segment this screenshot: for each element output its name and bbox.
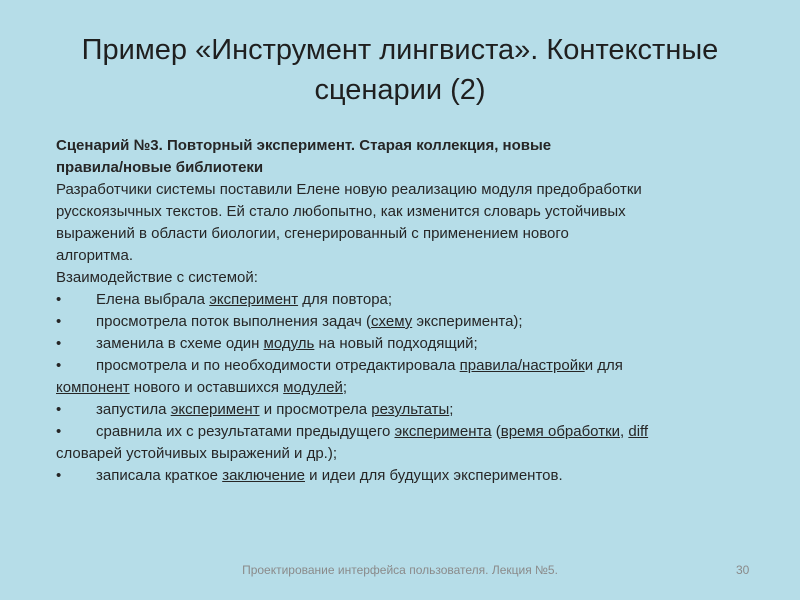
results-link[interactable]: результаты <box>371 401 450 418</box>
item-text: на новый подходящий; <box>314 335 478 352</box>
list-item-continuation <box>56 377 756 399</box>
title-line-1: Пример «Инструмент лингвиста». Контекстные <box>81 34 719 66</box>
list-item <box>56 311 756 333</box>
bullet-icon: • <box>56 357 62 374</box>
page-number: 30 <box>736 563 750 577</box>
item-text: ( <box>491 423 501 440</box>
conclusion-link[interactable]: заключение <box>222 467 305 484</box>
interaction-heading: Взаимодействие с системой: <box>56 269 258 286</box>
item-text: запустила <box>96 401 171 418</box>
item-text: сравнила их с результатами предыдущего <box>96 423 395 440</box>
scheme-link[interactable]: схему <box>371 313 413 330</box>
processing-time-link[interactable]: время обработки <box>500 423 621 440</box>
list-item <box>56 289 756 311</box>
experiment-link[interactable]: эксперимент <box>209 291 299 308</box>
item-text: записала краткое <box>96 467 223 484</box>
item-text: просмотрела поток выполнения задач ( <box>96 313 372 330</box>
bullet-icon: • <box>56 467 62 484</box>
item-text: , <box>620 423 629 440</box>
list-item <box>56 399 756 421</box>
diff-link[interactable]: diff <box>628 423 649 440</box>
item-text: заменила в схеме один <box>96 335 264 352</box>
item-text: для повтора; <box>298 291 393 308</box>
experiment-link[interactable]: эксперимент <box>170 401 260 418</box>
bullet-icon: • <box>56 335 62 352</box>
bullet-icon: • <box>56 401 62 418</box>
bullet-icon: • <box>56 423 62 440</box>
slide-body <box>56 135 756 487</box>
modules-link[interactable]: модулей <box>283 379 343 396</box>
item-text: и идеи для будущих экспериментов. <box>305 467 563 484</box>
item-text: просмотрела и по необходимости отредактировала <box>96 357 460 374</box>
module-link[interactable]: модуль <box>263 335 315 352</box>
rules-settings-link[interactable]: правила/настройк <box>459 357 585 374</box>
title-line-2: сценарии (2) <box>314 74 486 106</box>
scenario-text-4: алгоритма. <box>56 247 133 264</box>
item-text: ; <box>449 401 454 418</box>
bullet-icon: • <box>56 291 62 308</box>
footer-text: Проектирование интерфейса пользователя. Лекция №5. <box>242 563 558 577</box>
slide-title <box>40 30 760 110</box>
component-link[interactable]: компонент <box>56 379 130 396</box>
list-item <box>56 421 756 443</box>
bullet-icon: • <box>56 313 62 330</box>
item-text: и просмотрела <box>259 401 372 418</box>
item-text: Елена выбрала <box>96 291 210 308</box>
scenario-heading-2: правила/новые библиотеки <box>56 159 264 176</box>
scenario-heading-1: Сценарий №3. Повторный эксперимент. Старая коллекция, новые <box>56 137 552 154</box>
list-item <box>56 333 756 355</box>
item-text: словарей устойчивых выражений и др.); <box>56 445 337 462</box>
item-text: нового и оставшихся <box>129 379 284 396</box>
list-item-continuation <box>56 443 756 465</box>
scenario-text-3: выражений в области биологии, сгенерированный с применением нового <box>56 225 569 242</box>
list-item <box>56 465 756 487</box>
item-text: и для <box>584 357 623 374</box>
list-item <box>56 355 756 377</box>
experiment-link[interactable]: эксперимента <box>394 423 492 440</box>
scenario-text-1: Разработчики системы поставили Елене новую реализацию модуля предобработки <box>56 181 642 198</box>
item-text: ; <box>342 379 348 396</box>
item-text: эксперимента); <box>412 313 523 330</box>
scenario-text-2: русскоязычных текстов. Ей стало любопытно, как изменится словарь устойчивых <box>56 203 626 220</box>
